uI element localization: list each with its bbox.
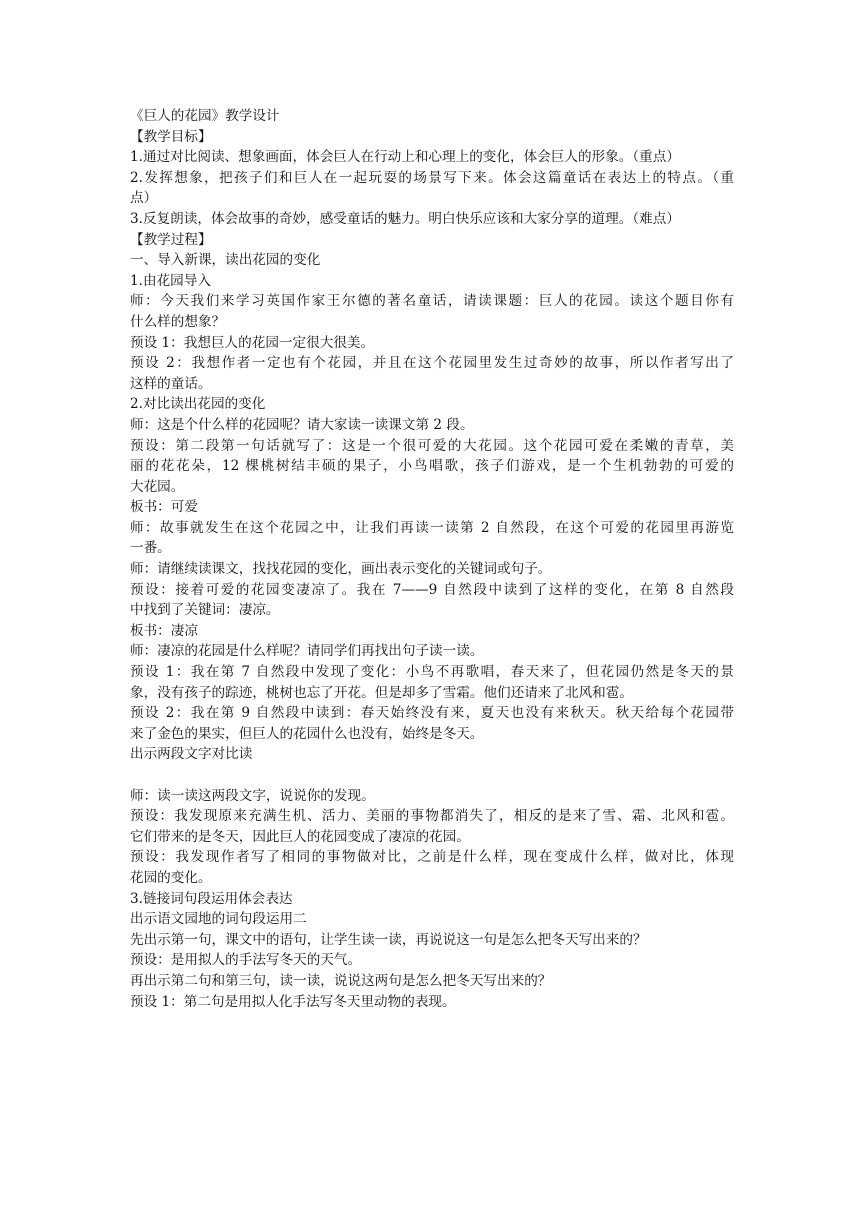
text-line: 1.由花园导入 — [130, 272, 211, 289]
text-line: 预设 1：第二句是用拟人化手法写冬天里动物的表现。 — [130, 993, 456, 1010]
text-line: 板书：凄凉 — [130, 622, 198, 639]
text-line: 预设：第二段第一句话就写了：这是一个很可爱的大花园。这个花园可爱在柔嫩的青草，美 — [130, 437, 734, 454]
document-title: 《巨人的花园》教学设计 — [130, 108, 280, 124]
text-line: 出示两段文字对比读 — [130, 746, 253, 763]
text-line: 它们带来的是冬天，因此巨人的花园变成了凄凉的花园。 — [130, 828, 470, 845]
text-line: 先出示第一句，课文中的语句，让学生读一读，再说说这一句是怎么把冬天写出来的？ — [130, 931, 647, 948]
blank-line — [130, 765, 734, 786]
text-line: 师：今天我们来学习英国作家王尔德的著名童话，请读课题：巨人的花园。读这个题目你有 — [130, 293, 734, 310]
text-line: 什么样的想象？ — [130, 313, 226, 330]
text-line: 中找到了关键词：凄凉。 — [130, 602, 280, 619]
text-line: 3.反复朗读，体会故事的奇妙，感受童话的魅力。明白快乐应该和大家分享的道理。（难点） — [130, 210, 680, 227]
document-body — [130, 106, 734, 1012]
section-heading-process: 【教学过程】 — [130, 231, 212, 248]
text-line: 师：故事就发生在这个花园之中，让我们再读一读第 2 自然段，在这个可爱的花园里再游览 — [130, 519, 734, 536]
text-line: 大花园。 — [130, 478, 185, 495]
text-line: 师：请继续读课文，找找花园的变化，画出表示变化的关键词或句子。 — [130, 561, 552, 578]
text-line: 3.链接词句段运用体会表达 — [130, 890, 293, 907]
text-line: 花园的变化。 — [130, 869, 212, 886]
text-line: 来了金色的果实，但巨人的花园什么也没有，始终是冬天。 — [130, 725, 484, 742]
text-line: 2.对比读出花园的变化 — [130, 396, 266, 413]
text-line: 预设 1：我在第 7 自然段中发现了变化：小鸟不再歌唱，春天来了，但花园仍然是冬天的景 — [130, 664, 734, 681]
text-line: 一番。 — [130, 540, 171, 557]
text-line: 这样的童话。 — [130, 375, 212, 392]
text-line: 丽的花花朵，12 棵桃树结丰硕的果子，小鸟唱歌，孩子们游戏，是一个生机勃勃的可爱的 — [130, 458, 734, 475]
section-heading-objectives: 【教学目标】 — [130, 128, 212, 145]
text-line: 出示语文园地的词句段运用二 — [130, 911, 307, 928]
text-line: 预设 1：我想巨人的花园一定很大很美。 — [130, 334, 375, 351]
text-line: 点） — [130, 190, 158, 207]
text-line: 预设：接着可爱的花园变凄凉了。我在 7——9 自然段中读到了这样的变化，在第 8 自然段 — [130, 581, 734, 598]
text-line: 预设：我发现作者写了相同的事物做对比，之前是什么样，现在变成什么样，做对比，体现 — [130, 849, 734, 866]
text-line: 再出示第二句和第三句，读一读，说说这两句是怎么把冬天写出来的？ — [130, 972, 552, 989]
text-line: 2.发挥想象，把孩子们和巨人在一起玩耍的场景写下来。体会这篇童话在表达上的特点。（重 — [130, 169, 734, 186]
text-line: 预设：是用拟人的手法写冬天的天气。 — [130, 952, 362, 969]
text-line: 预设 2：我想作者一定也有个花园，并且在这个花园里发生过奇妙的故事，所以作者写出了 — [130, 355, 734, 372]
text-line: 预设：我发现原来充满生机、活力、美丽的事物都消失了，相反的是来了雪、霜、北风和雹。 — [130, 808, 734, 825]
text-line: 师：凄凉的花园是什么样呢？请同学们再找出句子读一读。 — [130, 643, 484, 660]
text-line: 一、导入新课，读出花园的变化 — [130, 252, 321, 269]
text-line: 预设 2：我在第 9 自然段中读到：春天始终没有来，夏天也没有来秋天。秋天给每个花园带 — [130, 705, 734, 722]
text-line: 师：这是个什么样的花园呢？请大家读一读课文第 2 段。 — [130, 416, 474, 433]
text-line: 1.通过对比阅读、想象画面，体会巨人在行动上和心理上的变化，体会巨人的形象。（重点） — [130, 149, 680, 166]
text-line: 板书：可爱 — [130, 499, 198, 516]
text-line: 师：读一读这两段文字，说说你的发现。 — [130, 787, 375, 804]
text-line: 象，没有孩子的踪迹，桃树也忘了开花。但是却多了雪霜。他们还请来了北风和雹。 — [130, 684, 633, 701]
